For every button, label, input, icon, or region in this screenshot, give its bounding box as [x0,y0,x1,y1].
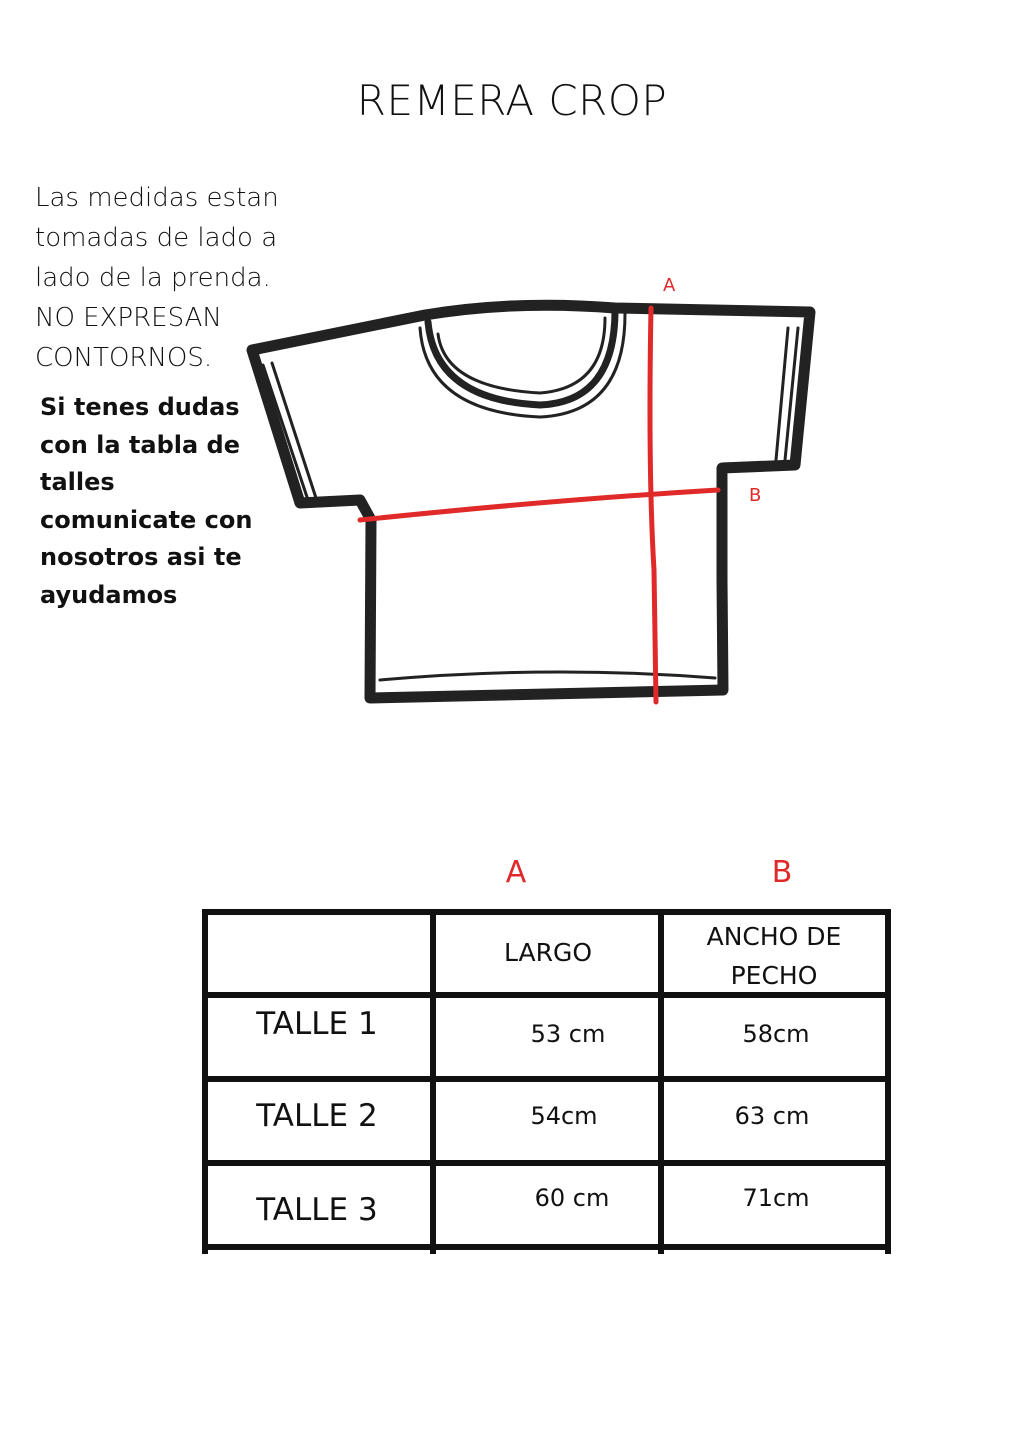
cell-largo-1: 53 cm [530,1020,606,1048]
measure-label-a: A [663,275,676,296]
header-largo: LARGO [503,938,593,967]
measure-line-b [360,490,718,520]
help-note-line: ayudamos [40,580,178,609]
tshirt-diagram [230,270,830,720]
cell-ancho-2: 63 cm [734,1102,810,1130]
row-talle-2: TALLE 2 [256,1098,378,1134]
cell-largo-2: 54cm [530,1102,598,1130]
tshirt-bottom-hem [380,672,715,680]
measurement-note-line: lado de la prenda. [35,263,271,293]
measurement-note-line: tomadas de lado a [35,223,278,253]
measurement-note-line: CONTORNOS. [35,343,213,373]
header-ancho-line1: ANCHO DE [706,922,842,951]
header-ancho-line2: PECHO [730,961,818,990]
help-note-line: Si tenes dudas [40,393,240,421]
column-letter-a: A [505,855,527,890]
row-talle-3: TALLE 3 [256,1192,378,1228]
measure-line-a [650,308,656,702]
cell-ancho-1: 58cm [742,1020,810,1048]
cell-ancho-3: 71cm [742,1184,810,1212]
page-title: REMERA CROP [356,76,668,125]
help-note-line: con la tabla de [40,430,241,459]
measurement-note-line: NO EXPRESAN [35,303,222,333]
column-letter-b: B [771,855,793,890]
help-note-line: comunicate con [40,505,253,534]
help-note-line: nosotros asi te [40,543,242,571]
tshirt-sleeve-hem [263,365,308,500]
cell-largo-3: 60 cm [534,1184,610,1212]
measure-label-b: B [749,485,762,506]
measurement-note-line: Las medidas estan [35,183,279,213]
help-note-line: talles [40,468,115,496]
row-talle-1: TALLE 1 [256,1006,378,1042]
